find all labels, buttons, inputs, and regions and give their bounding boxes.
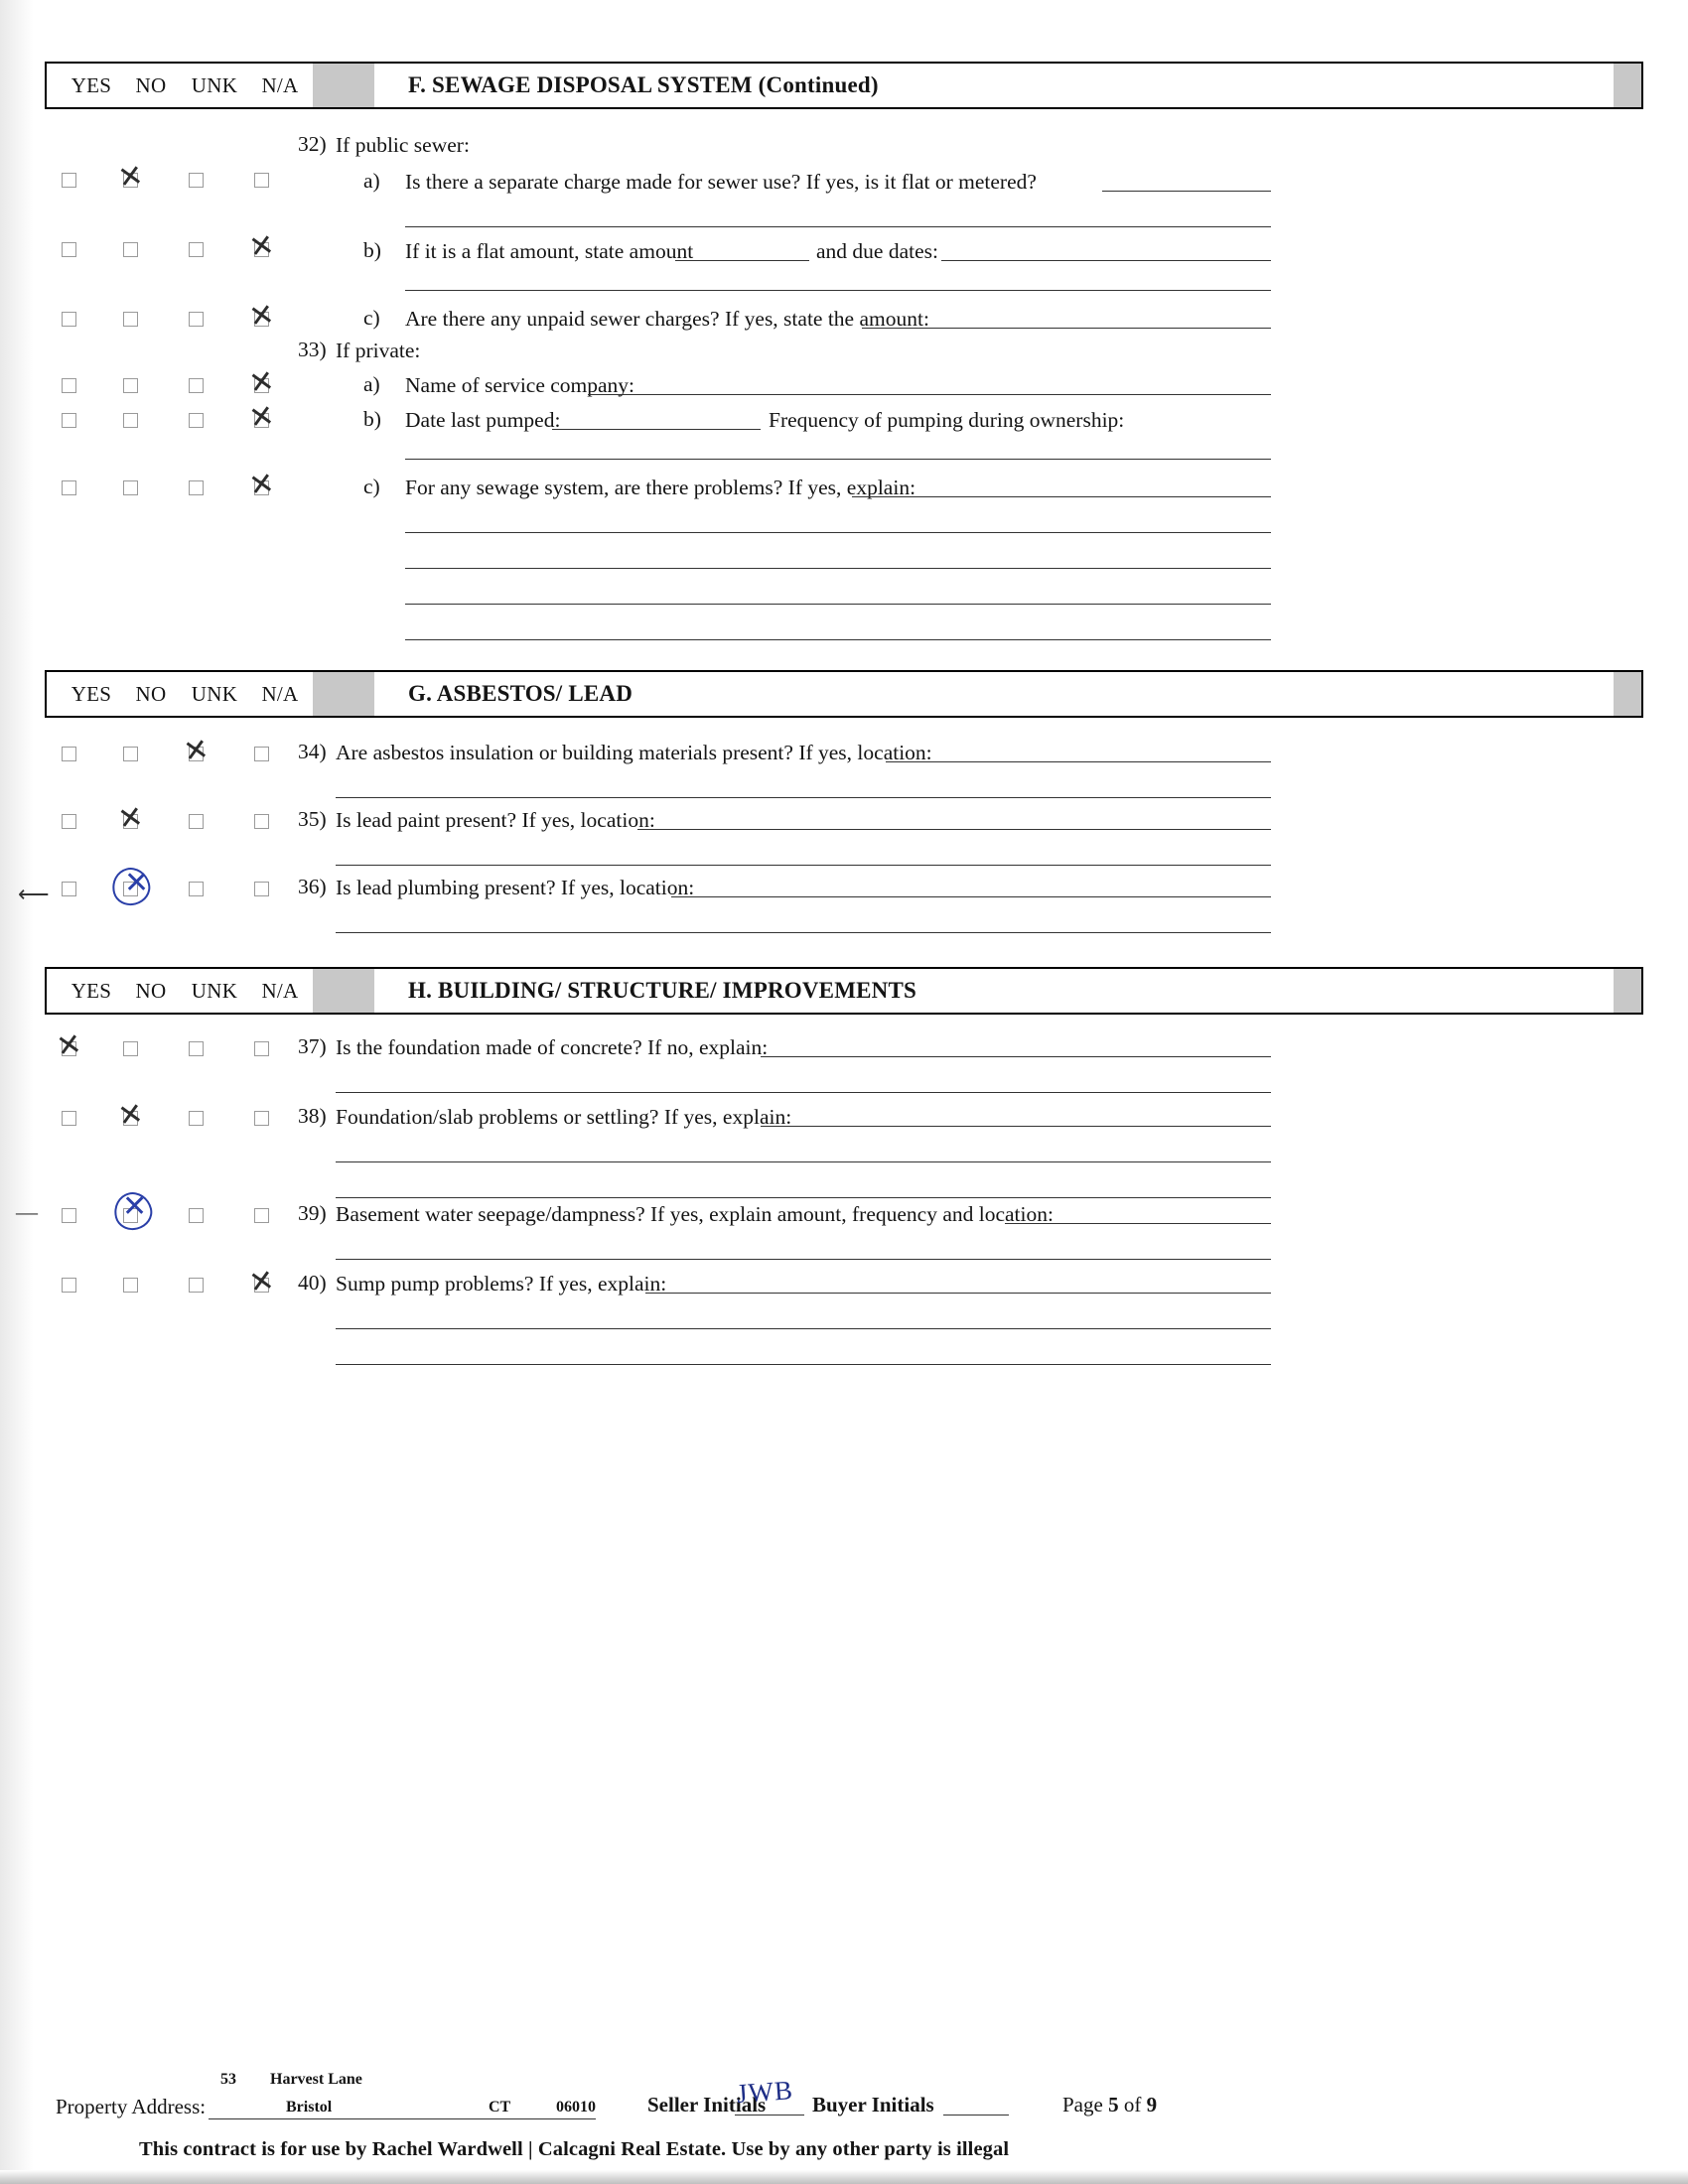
column-header-yes-g: YES xyxy=(70,681,112,706)
question-text-33b-part2: Frequency of pumping during ownership: xyxy=(769,408,1125,432)
checkbox-33b-yes[interactable] xyxy=(62,413,76,428)
checkbox-40-yes[interactable] xyxy=(62,1278,76,1293)
section-header-g xyxy=(45,670,1643,718)
margin-pencil-tick-39: — xyxy=(16,1199,38,1224)
checkbox-row-39[interactable] xyxy=(45,1190,311,1230)
checkbox-38-na[interactable] xyxy=(254,1111,269,1126)
answer-line-37-1[interactable] xyxy=(761,1056,1271,1057)
question-number-35: 35) xyxy=(298,807,327,831)
answer-line-32b-amount[interactable] xyxy=(675,260,809,261)
header-grey-block-right xyxy=(1614,64,1641,107)
column-header-no: NO xyxy=(135,72,167,97)
answer-line-36-1[interactable] xyxy=(671,896,1271,897)
sub-label-32c: c) xyxy=(363,306,380,330)
question-text-38: Foundation/slab problems or settling? If yes, explain: xyxy=(336,1105,792,1129)
answer-line-33c-3[interactable] xyxy=(405,568,1271,569)
footer-seller-initials-label: Seller Initials xyxy=(647,2093,767,2116)
page-left-edge-shadow xyxy=(0,0,34,2184)
checkbox-34-unk[interactable] xyxy=(189,747,204,761)
answer-line-32a-1[interactable] xyxy=(1102,191,1271,192)
answer-line-36-2[interactable] xyxy=(336,932,1271,933)
xmark-37-yes: ✕ xyxy=(54,1027,84,1064)
checkbox-32a-unk[interactable] xyxy=(189,173,204,188)
checkbox-row-37[interactable] xyxy=(45,1027,311,1064)
footer-disclaimer: This contract is for use by Rachel Wardwell | Calcagni Real Estate. Use by any other party is illegal xyxy=(139,2138,1010,2160)
question-text-32c: Are there any unpaid sewer charges? If yes, state the amount: xyxy=(405,307,929,331)
checkbox-32a-yes[interactable] xyxy=(62,173,76,188)
section-header-f xyxy=(45,62,1643,109)
header-grey-block-right-g xyxy=(1614,672,1641,716)
question-number-32: 32) xyxy=(298,132,327,156)
checkbox-row-33a[interactable] xyxy=(45,364,311,401)
checkbox-37-na[interactable] xyxy=(254,1041,269,1056)
checkbox-32b-yes[interactable] xyxy=(62,242,76,257)
footer-buyer-initials-label: Buyer Initials xyxy=(812,2093,934,2116)
question-number-37: 37) xyxy=(298,1034,327,1058)
footer-city: Bristol xyxy=(286,2099,333,2116)
question-number-38: 38) xyxy=(298,1104,327,1128)
checkbox-38-yes[interactable] xyxy=(62,1111,76,1126)
question-text-35: Is lead paint present? If yes, location: xyxy=(336,808,655,832)
answer-line-32b-2[interactable] xyxy=(405,290,1271,291)
checkbox-32a-no[interactable] xyxy=(123,173,138,188)
question-text-33a: Name of service company: xyxy=(405,373,635,397)
checkbox-33a-unk[interactable] xyxy=(189,378,204,393)
column-header-na-h: N/A xyxy=(261,978,299,1003)
question-text-34: Are asbestos insulation or building materials present? If yes, location: xyxy=(336,741,932,764)
column-header-na: N/A xyxy=(261,72,299,97)
footer-address-line[interactable] xyxy=(209,2118,596,2119)
checkbox-33a-yes[interactable] xyxy=(62,378,76,393)
checkbox-33b-na[interactable] xyxy=(254,413,269,428)
answer-line-37-2[interactable] xyxy=(336,1092,1271,1093)
checkbox-33a-no[interactable] xyxy=(123,378,138,393)
checkbox-33b-no[interactable] xyxy=(123,413,138,428)
column-header-yes-h: YES xyxy=(70,978,112,1003)
answer-line-40-1[interactable] xyxy=(645,1293,1271,1294)
answer-line-33c-4[interactable] xyxy=(405,604,1271,605)
answer-line-38-1[interactable] xyxy=(761,1126,1271,1127)
footer-page-prefix: Page xyxy=(1062,2093,1103,2116)
footer-street-number: 53 xyxy=(220,2071,236,2088)
question-text-39: Basement water seepage/dampness? If yes, explain amount, frequency and location: xyxy=(336,1202,1054,1226)
column-header-na-g: N/A xyxy=(261,681,299,706)
answer-line-32b-dates[interactable] xyxy=(941,260,1271,261)
xmark-35-no: ✕ xyxy=(115,800,146,837)
checkbox-35-na[interactable] xyxy=(254,814,269,829)
answer-line-33c-2[interactable] xyxy=(405,532,1271,533)
checkbox-37-yes[interactable] xyxy=(62,1041,76,1056)
blue-xmark-36-no: ✕ xyxy=(124,867,150,899)
section-title-f: F. SEWAGE DISPOSAL SYSTEM (Continued) xyxy=(408,72,879,97)
checkbox-37-no[interactable] xyxy=(123,1041,138,1056)
footer-buyer-initials-line[interactable] xyxy=(943,2115,1009,2116)
question-text-32b-part1: If it is a flat amount, state amount xyxy=(405,239,694,263)
section-title-g: G. ASBESTOS/ LEAD xyxy=(408,681,633,706)
checkbox-32a-na[interactable] xyxy=(254,173,269,188)
checkbox-row-32b[interactable] xyxy=(45,228,311,265)
checkbox-row-33c[interactable] xyxy=(45,467,311,503)
checkbox-33c-na[interactable] xyxy=(254,480,269,495)
column-headers-h xyxy=(47,969,313,1013)
column-header-yes: YES xyxy=(70,72,112,97)
answer-line-35-1[interactable] xyxy=(637,829,1271,830)
column-header-unk-h: UNK xyxy=(191,978,238,1003)
answer-line-33b-2[interactable] xyxy=(405,459,1271,460)
xmark-38-no: ✕ xyxy=(115,1097,146,1134)
checkbox-row-38[interactable] xyxy=(45,1097,311,1134)
answer-line-32a-2[interactable] xyxy=(405,226,1271,227)
seller-initials-signature: JWB xyxy=(735,2075,794,2109)
checkbox-34-na[interactable] xyxy=(254,747,269,761)
sub-label-33a: a) xyxy=(363,372,380,396)
checkbox-32b-no[interactable] xyxy=(123,242,138,257)
checkbox-row-36[interactable] xyxy=(45,867,311,903)
question-text-33c: For any sewage system, are there problems? If yes, explain: xyxy=(405,476,916,499)
column-header-unk-g: UNK xyxy=(191,681,238,706)
checkbox-32b-na[interactable] xyxy=(254,242,269,257)
answer-line-38-2[interactable] xyxy=(336,1161,1271,1162)
page-bottom-edge-shadow xyxy=(0,2170,1688,2184)
checkbox-row-32a[interactable] xyxy=(45,159,311,196)
question-text-33: If private: xyxy=(336,339,421,362)
checkbox-40-unk[interactable] xyxy=(189,1278,204,1293)
xmark-33b-na: ✕ xyxy=(246,399,277,436)
xmark-32c-na: ✕ xyxy=(246,298,277,335)
xmark-33a-na: ✕ xyxy=(246,364,277,401)
checkbox-36-unk[interactable] xyxy=(189,882,204,896)
column-header-no-g: NO xyxy=(135,681,167,706)
checkbox-32c-yes[interactable] xyxy=(62,312,76,327)
answer-line-38-3[interactable] xyxy=(336,1197,1271,1198)
checkbox-35-no[interactable] xyxy=(123,814,138,829)
blue-xmark-39-no: ✕ xyxy=(122,1190,148,1223)
column-headers-f xyxy=(47,64,313,107)
checkbox-33c-no[interactable] xyxy=(123,480,138,495)
answer-line-33a[interactable] xyxy=(588,394,1271,395)
answer-line-35-2[interactable] xyxy=(336,865,1271,866)
question-text-40: Sump pump problems? If yes, explain: xyxy=(336,1272,667,1296)
answer-line-33b-date[interactable] xyxy=(552,429,761,430)
checkbox-38-no[interactable] xyxy=(123,1111,138,1126)
footer-page-number: 5 xyxy=(1108,2093,1119,2116)
xmark-32b-na: ✕ xyxy=(246,228,277,265)
header-grey-block-g xyxy=(313,672,374,716)
footer-state: CT xyxy=(489,2099,511,2116)
question-text-33b-part1: Date last pumped: xyxy=(405,408,561,432)
header-grey-block-right-h xyxy=(1614,969,1641,1013)
answer-line-33c-5[interactable] xyxy=(405,639,1271,640)
checkbox-34-no[interactable] xyxy=(123,747,138,761)
checkbox-36-na[interactable] xyxy=(254,882,269,896)
checkbox-40-no[interactable] xyxy=(123,1278,138,1293)
answer-line-34-1[interactable] xyxy=(886,761,1271,762)
header-grey-block-h xyxy=(313,969,374,1013)
checkbox-35-yes[interactable] xyxy=(62,814,76,829)
checkbox-row-33b[interactable] xyxy=(45,399,311,436)
answer-line-39-1[interactable] xyxy=(1005,1223,1271,1224)
checkbox-39-na[interactable] xyxy=(254,1208,269,1223)
question-text-32a: Is there a separate charge made for sewer use? If yes, is it flat or metered? xyxy=(405,170,1037,194)
checkbox-38-unk[interactable] xyxy=(189,1111,204,1126)
sub-label-32b: b) xyxy=(363,238,381,262)
question-text-32: If public sewer: xyxy=(336,133,470,157)
question-number-33: 33) xyxy=(298,338,327,361)
checkbox-32c-unk[interactable] xyxy=(189,312,204,327)
question-text-36: Is lead plumbing present? If yes, location: xyxy=(336,876,695,899)
xmark-34-unk: ✕ xyxy=(181,733,211,769)
checkbox-39-yes[interactable] xyxy=(62,1208,76,1223)
footer-property-address-label: Property Address: xyxy=(56,2095,207,2118)
checkbox-33c-yes[interactable] xyxy=(62,480,76,495)
column-header-no-h: NO xyxy=(135,978,167,1003)
footer-page-of: of xyxy=(1123,2093,1142,2116)
answer-line-34-2[interactable] xyxy=(336,797,1271,798)
checkbox-36-yes[interactable] xyxy=(62,882,76,896)
footer-page-total: 9 xyxy=(1146,2093,1158,2116)
footer-page-label xyxy=(1062,2093,1157,2117)
question-number-36: 36) xyxy=(298,875,327,898)
xmark-40-na: ✕ xyxy=(246,1264,277,1300)
column-headers-g xyxy=(47,672,313,716)
checkbox-39-unk[interactable] xyxy=(189,1208,204,1223)
question-text-32b-part2: and due dates: xyxy=(816,239,938,263)
header-grey-block xyxy=(313,64,374,107)
section-title-h: H. BUILDING/ STRUCTURE/ IMPROVEMENTS xyxy=(408,978,916,1003)
checkbox-32c-na[interactable] xyxy=(254,312,269,327)
checkbox-40-na[interactable] xyxy=(254,1278,269,1293)
checkbox-row-32c[interactable] xyxy=(45,298,311,335)
checkbox-row-35[interactable] xyxy=(45,800,311,837)
checkbox-row-40[interactable] xyxy=(45,1264,311,1300)
answer-line-39-2[interactable] xyxy=(336,1259,1271,1260)
question-number-34: 34) xyxy=(298,740,327,763)
checkbox-32b-unk[interactable] xyxy=(189,242,204,257)
checkbox-35-unk[interactable] xyxy=(189,814,204,829)
answer-line-33c-1[interactable] xyxy=(852,496,1271,497)
footer-street-name: Harvest Lane xyxy=(270,2071,362,2088)
checkbox-33b-unk[interactable] xyxy=(189,413,204,428)
answer-line-40-2[interactable] xyxy=(336,1328,1271,1329)
answer-line-32c[interactable] xyxy=(862,328,1271,329)
margin-pencil-tick-36: ⟵ xyxy=(18,882,50,906)
footer-seller-initials-line[interactable] xyxy=(735,2115,804,2116)
checkbox-33a-na[interactable] xyxy=(254,378,269,393)
xmark-32a-no: ✕ xyxy=(115,159,146,196)
question-number-40: 40) xyxy=(298,1271,327,1295)
sub-label-33c: c) xyxy=(363,475,380,498)
checkbox-row-34[interactable] xyxy=(45,733,311,769)
column-header-unk: UNK xyxy=(191,72,238,97)
checkbox-33c-unk[interactable] xyxy=(189,480,204,495)
checkbox-32c-no[interactable] xyxy=(123,312,138,327)
checkbox-37-unk[interactable] xyxy=(189,1041,204,1056)
answer-line-40-3[interactable] xyxy=(336,1364,1271,1365)
section-header-h xyxy=(45,967,1643,1015)
question-number-39: 39) xyxy=(298,1201,327,1225)
sub-label-33b: b) xyxy=(363,407,381,431)
footer-zip: 06010 xyxy=(556,2099,596,2116)
xmark-33c-na: ✕ xyxy=(246,467,277,503)
checkbox-34-yes[interactable] xyxy=(62,747,76,761)
question-text-37: Is the foundation made of concrete? If no, explain: xyxy=(336,1035,769,1059)
sub-label-32a: a) xyxy=(363,169,380,193)
